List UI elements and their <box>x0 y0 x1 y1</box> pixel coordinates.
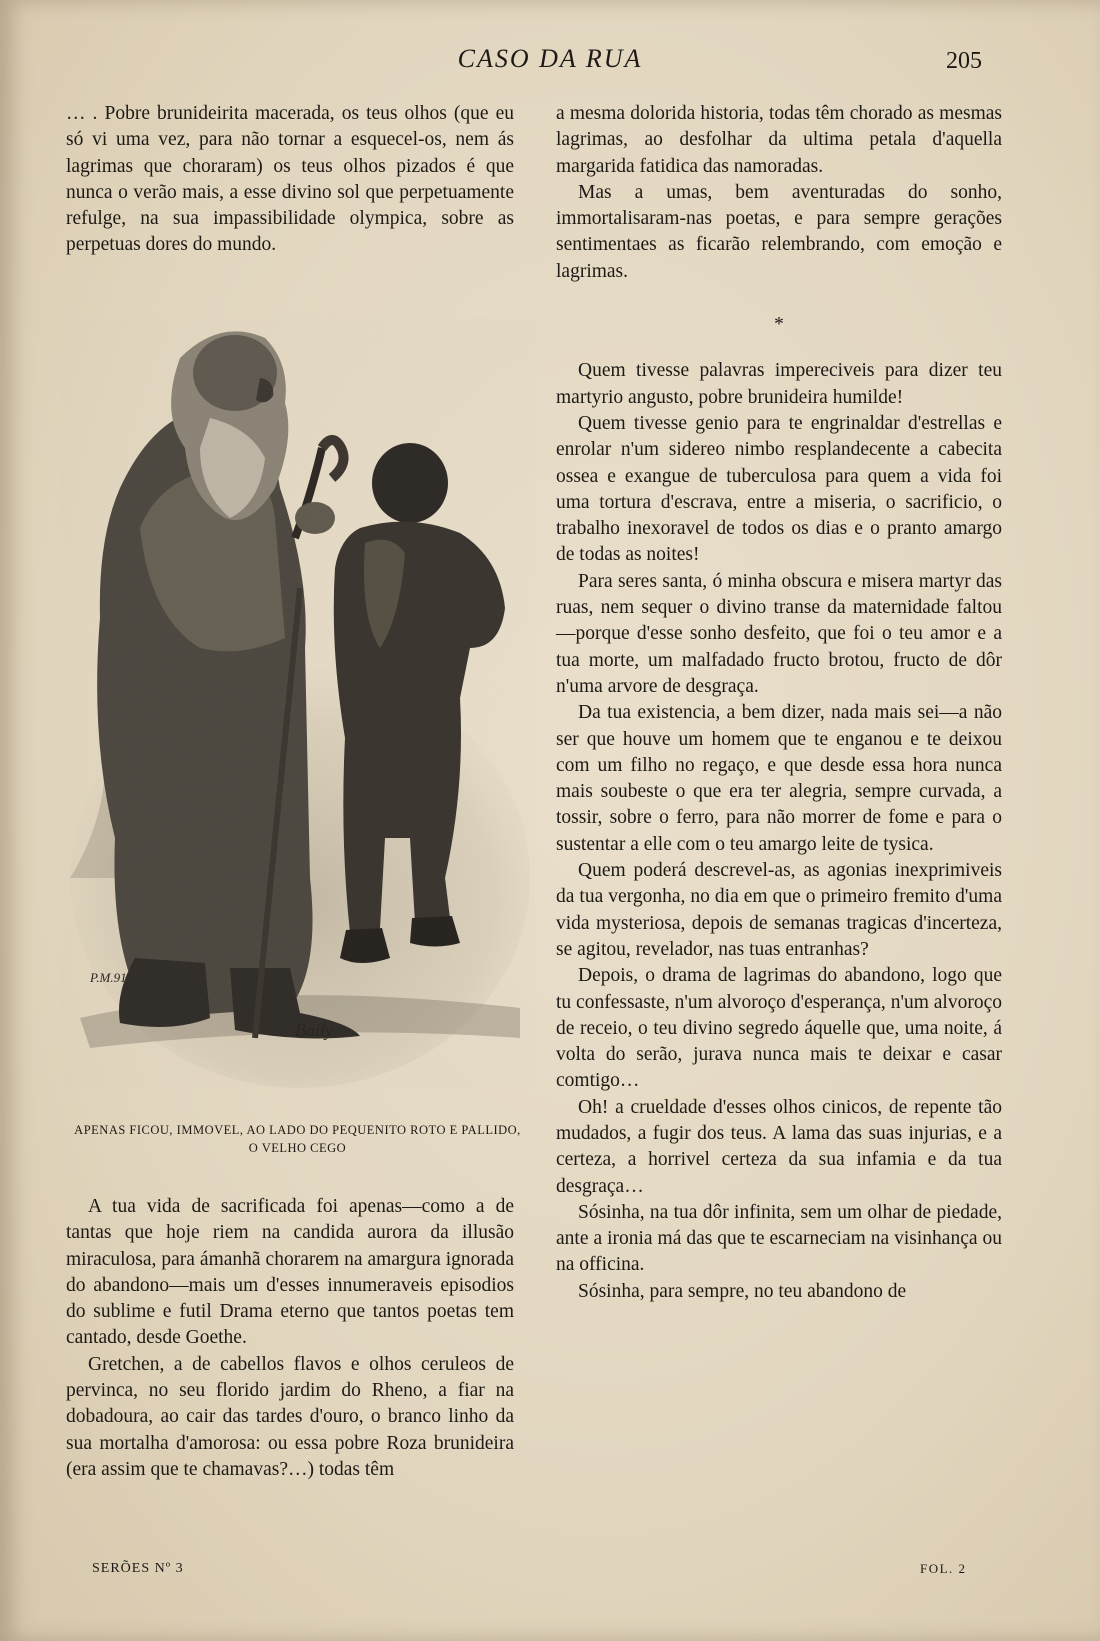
paragraph: Da tua existencia, a bem dizer, nada mais sei—a não ser que houve um homem que te enganou e te deixou com um filho no regaço, e que desde essa hora nunca mais soubeste o que era ter alegria, sempre curvada, a tossir, sobre o ferro, para não morrer de fome e para o sustentar a elle com o teu amargo leite de tysica. <box>556 702 1002 855</box>
paragraph: Para seres santa, ó minha obscura e misera martyr das ruas, nem sequer o divino transe da maternidade faltou—porque d'esse sonho desfeito, que foi o teu amor e a tua morte, um malfadado fructo brotou, fructo de dôr n'uma arvore de desgraça. <box>556 570 1002 697</box>
paragraph: A tua vida de sacrificada foi apenas—como a de tantas que hoje riem na candida aurora da illusão miraculosa, para ámanhã chorarem na amargura ignorada do abandono—mais um d'esses innumeraveis episodios do sublime e futil Drama eterno que tantos poetas tem cantado, desde Goethe. <box>66 1196 514 1349</box>
right-column <box>556 101 1002 1305</box>
paragraph: Sósinha, na tua dôr infinita, sem um olhar de piedade, ante a ironia má das que te escarneciam na visinhança ou na officina. <box>556 1201 1002 1276</box>
paragraph: Sósinha, para sempre, no teu abandono de <box>578 1280 907 1302</box>
paragraph: Oh! a crueldade d'esses olhos cinicos, de repente tão mudados, a fugir dos teus. A lama das suas injurias, e a certeza, a horrivel certeza da sua infamia e da tua desgraça… <box>556 1096 1002 1197</box>
signature-left: P.M.91 <box>90 970 127 985</box>
paragraph: Quem poderá descrevel-as, as agonias inexprimiveis da tua vergonha, no dia em que o primeiro fremito d'uma vida mysteriosa, depois de semanas tragicas d'incerteza, se agitou, revelador, nas tuas entranhas? <box>556 860 1002 960</box>
footer-folio: FOL. 2 <box>920 1561 967 1576</box>
running-title: CASO DA RUA <box>457 44 643 73</box>
left-column-bottom <box>66 1194 514 1483</box>
illustration-drawing <box>60 318 535 1088</box>
left-column-top <box>66 101 514 259</box>
footer-issue: SERÕES Nº 3 <box>92 1561 184 1576</box>
paragraph: a mesma dolorida historia, todas têm chorado as mesmas lagrimas, ao desfolhar da ultima petala d'aquella margarida fatidica das namoradas. <box>556 103 1002 177</box>
page-number: 205 <box>946 48 982 74</box>
paragraph: … . Pobre brunideirita macerada, os teus olhos (que eu só vi uma vez, para não tornar a esquecel-os, nem ás lagrimas que choraram) os teus olhos pizados é que nunca o verão mais, a esse divino sol que perpetuamente refulge, na sua impassibilidade olympica, sobre as perpetuas dores do mundo. <box>66 103 514 256</box>
paragraph: Quem tivesse genio para te engrinaldar d'estrellas e enrolar n'um sidereo nimbo resplandecente a cabecita ossea e exangue de tuberculosa para quem a vida foi uma tortura d'escrava, entre a miseria, o sacrificio, o trabalho inexoravel de todos os dias e o pranto amargo de todas as noites! <box>556 412 1002 566</box>
signature-right: Baily <box>295 1020 333 1040</box>
caption-line: APENAS FICOU, IMMOVEL, AO LADO DO PEQUENITO ROTO E PALLIDO, <box>74 1123 521 1137</box>
illustration-caption <box>60 1121 535 1157</box>
section-separator: * <box>774 314 784 336</box>
caption-line: O VELHO CEGO <box>248 1141 347 1155</box>
paragraph: Depois, o drama de lagrimas do abandono, logo que tu confessaste, n'um alvoroço d'esperança, n'um alvoroço de receio, o teu divino segredo áquelle que, uma noite, á volta do serão, jurava nunca mais te deixar e casar comtigo… <box>556 965 1002 1092</box>
illustration-old-blind-man-and-boy <box>60 318 535 1088</box>
paragraph: Gretchen, a de cabellos flavos e olhos ceruleos de pervinca, no seu florido jardim do Rheno, a fiar na dobadoura, ao cair das tardes d'ouro, o branco linho da sua mortalha d'amorosa: ou essa pobre Roza brunideira (era assim que te chamavas?…) todas têm <box>66 1353 514 1480</box>
paragraph: Mas a umas, bem aventuradas do sonho, immortalisaram-nas poetas, e para sempre gerações sentimentaes as ficarão relembrando, com emoção e lagrimas. <box>556 181 1002 282</box>
paragraph: Quem tivesse palavras impereciveis para dizer teu martyrio angusto, pobre brunideira humilde! <box>556 360 1002 408</box>
